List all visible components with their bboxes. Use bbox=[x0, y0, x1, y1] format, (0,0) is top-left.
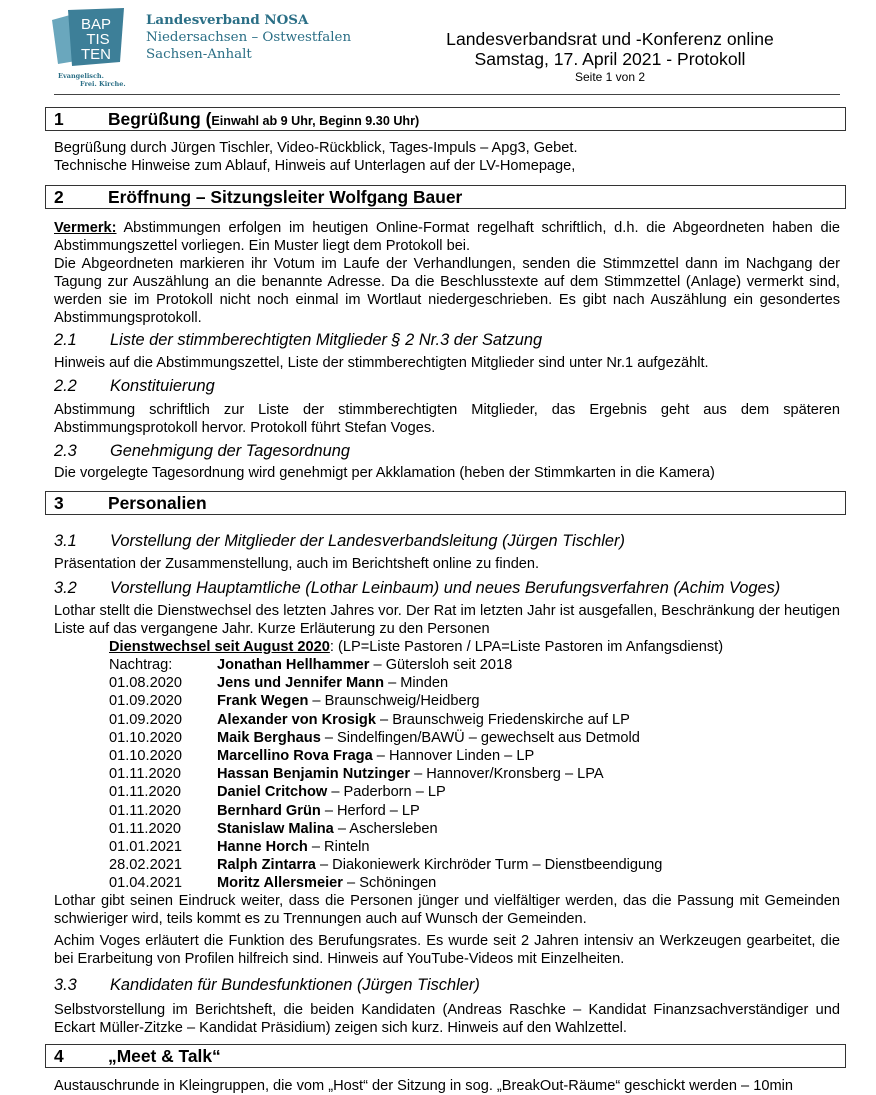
staff-change-row bbox=[109, 802, 809, 820]
subsection-number: 3.2 bbox=[54, 579, 77, 597]
section-number: 3 bbox=[54, 493, 64, 513]
change-date: 01.11.2020 bbox=[109, 820, 181, 837]
subsection-title: Liste der stimmberechtigten Mitglieder § 2 Nr.3 der Satzung bbox=[110, 331, 543, 349]
subsection-2-1-body: Hinweis auf die Abstimmungszettel, Liste der stimmberechtigten Mitglieder sind unter Nr.1 aufgezählt. bbox=[54, 355, 709, 371]
staff-change-row bbox=[109, 838, 809, 856]
staff-changes-heading bbox=[109, 638, 723, 656]
staff-changes-title: Dienstwechsel seit August 2020 bbox=[109, 639, 330, 655]
change-detail: – Gütersloh seit 2018 bbox=[369, 657, 513, 673]
staff-change-row bbox=[109, 747, 809, 765]
staff-changes-list bbox=[109, 656, 809, 892]
staff-change-row bbox=[109, 729, 809, 747]
staff-change-row bbox=[109, 820, 809, 838]
person-name: Ralph Zintarra bbox=[217, 857, 316, 874]
change-date: Nachtrag: bbox=[109, 657, 173, 673]
section-3-2-comment-1: Lothar gibt seinen Eindruck weiter, dass die Personen jünger und vielfältiger werden, das die Passung mit Gemeinden schwieriger wird, teils kommt es zu Trennungen auch auf Wunsch der Gemeinden. bbox=[54, 893, 840, 927]
subsection-3-2-body: Lothar stellt die Dienstwechsel des letzten Jahres vor. Der Rat im letzten Jahr ist ausgefallen, Beschränkung der heutigen Liste auf das vergangene Jahr. Kurze Erläuterung zu den Personen bbox=[54, 603, 840, 637]
logo-graphic bbox=[50, 6, 130, 90]
subsection-number: 2.1 bbox=[54, 331, 77, 349]
section-2-heading bbox=[45, 185, 846, 209]
subsection-2-2-heading bbox=[54, 376, 215, 396]
staff-change-row bbox=[109, 856, 809, 874]
person-name: Daniel Critchow bbox=[217, 784, 328, 801]
staff-changes-legend: (LP=Liste Pastoren / LPA=Liste Pastoren im Anfangsdienst) bbox=[333, 639, 724, 655]
subsection-2-1-heading bbox=[54, 330, 542, 350]
change-date: 01.08.2020 bbox=[109, 675, 183, 692]
staff-change-row bbox=[109, 874, 809, 892]
section-number: 2 bbox=[54, 187, 64, 207]
colon: : bbox=[329, 639, 334, 655]
note-text: Abstimmungen erfolgen im heutigen Online-Format regelhaft schriftlich, d.h. die Abgeordneten haben die Abstimmungszettel vorliegen. Ein Muster liegt dem Protokoll bei. bbox=[54, 220, 840, 254]
person-name: Hanne Horch bbox=[217, 838, 308, 855]
paragraph-line: Begrüßung durch Jürgen Tischler, Video-Rückblick, Tages-Impuls – Apg3, Gebet. bbox=[54, 140, 578, 156]
change-date: 01.11.2020 bbox=[109, 802, 181, 819]
change-date: 01.11.2020 bbox=[109, 766, 181, 783]
person-name: Maik Berghaus bbox=[217, 729, 321, 746]
person-name: Frank Wegen bbox=[217, 693, 309, 710]
staff-change-row bbox=[109, 711, 809, 729]
note-label: Vermerk: bbox=[54, 220, 117, 236]
baptisten-logo bbox=[50, 6, 130, 90]
section-2-note bbox=[54, 219, 840, 327]
change-detail: – Paderborn – LP bbox=[327, 784, 446, 801]
section-title: Eröffnung – Sitzungsleiter Wolfgang Bauer bbox=[108, 187, 463, 207]
subsection-title: Vorstellung Hauptamtliche (Lothar Leinbaum) und neues Berufungsverfahren (Achim Voges) bbox=[110, 579, 781, 597]
svg-text:Frei. Kirche.: Frei. Kirche. bbox=[80, 80, 126, 88]
change-detail: – Rinteln bbox=[307, 838, 370, 855]
change-date: 01.09.2020 bbox=[109, 693, 183, 710]
change-date: 01.11.2020 bbox=[109, 784, 181, 801]
subsection-3-1-body: Präsentation der Zusammenstellung, auch im Berichtsheft online zu finden. bbox=[54, 556, 540, 572]
person-name: Moritz Allersmeier bbox=[217, 875, 343, 892]
person-name: Alexander von Krosigk bbox=[217, 711, 376, 728]
person-name: Hassan Benjamin Nutzinger bbox=[217, 766, 411, 783]
section-4-heading bbox=[45, 1044, 846, 1068]
staff-change-row bbox=[109, 783, 809, 801]
change-date: 01.09.2020 bbox=[109, 711, 183, 728]
change-detail: – Schöningen bbox=[342, 875, 437, 892]
subsection-title: Kandidaten für Bundesfunktionen (Jürgen Tischler) bbox=[110, 976, 480, 994]
section-3-2-comment-2: Achim Voges erläutert die Funktion des Berufungsrates. Es wurde seit 2 Jahren intensiv an Werkzeugen gearbeitet, die bei Erarbeitung von Profilen hilfreich sind. Hinweis auf YouTube-Videos mit Einzelheiten. bbox=[54, 933, 840, 967]
change-detail: – Braunschweig/Heidberg bbox=[308, 693, 480, 710]
subsection-2-3-heading bbox=[54, 441, 350, 461]
change-date: 01.04.2021 bbox=[109, 875, 183, 892]
person-name: Jonathan Hellhammer bbox=[217, 657, 370, 673]
change-detail: – Braunschweig Friedenskirche auf LP bbox=[375, 711, 630, 728]
subsection-3-2-heading bbox=[54, 578, 780, 598]
title-line-2: Samstag, 17. April 2021 - Protokoll bbox=[474, 49, 746, 69]
title-line-1: Landesverbandsrat und -Konferenz online bbox=[446, 29, 774, 49]
change-date: 28.02.2021 bbox=[109, 857, 183, 874]
org-region-2: Sachsen-Anhalt bbox=[146, 47, 252, 62]
org-region-1: Niedersachsen – Ostwestfalen bbox=[146, 30, 352, 45]
person-name: Stanislaw Malina bbox=[217, 820, 334, 837]
section-title: „Meet & Talk“ bbox=[108, 1046, 221, 1066]
section-title bbox=[108, 108, 419, 133]
note-text-2: Die Abgeordneten markieren ihr Votum im Laufe der Verhandlungen, senden die Stimmzettel dann im Nachgang der Tagung zur Auszählung an die benannte Adresse. Da die Beschlusstexte auf dem Stimmzettel (Anlage) vermerkt sind, werden sie im Protokoll nicht noch einmal im Wortlaut niedergeschrieben. Es gibt nach Auszählung ein gesondertes Abstimmungsprotokoll. bbox=[54, 256, 840, 326]
change-detail: – Aschersleben bbox=[333, 820, 438, 837]
svg-text:TEN: TEN bbox=[81, 46, 111, 63]
section-3-heading bbox=[45, 491, 846, 515]
section-number: 1 bbox=[54, 109, 64, 129]
section-1-body bbox=[54, 139, 840, 175]
paragraph-line: Technische Hinweise zum Ablauf, Hinweis auf Unterlagen auf der LV-Homepage, bbox=[54, 158, 576, 174]
change-detail: – Diakoniewerk Kirchröder Turm – Dienstbeendigung bbox=[315, 857, 663, 874]
header-divider bbox=[54, 94, 840, 95]
subsection-3-3-heading bbox=[54, 975, 480, 995]
subsection-3-3-body: Selbstvorstellung im Berichtsheft, die beiden Kandidaten (Andreas Raschke – Kandidat Finanzsachverständiger und Eckart Müller-Zitzke – Kandidat Präsidium) zeigen sich kurz. Hinweis auf den Wahlzettel. bbox=[54, 1002, 840, 1036]
subsection-title: Konstituierung bbox=[110, 377, 215, 395]
staff-change-row bbox=[109, 765, 809, 783]
svg-text:TIS: TIS bbox=[86, 31, 110, 48]
staff-change-row bbox=[109, 656, 809, 674]
subsection-number: 3.3 bbox=[54, 976, 77, 994]
change-date: 01.10.2020 bbox=[109, 729, 183, 746]
org-name: Landesverband NOSA bbox=[146, 12, 309, 28]
page-number: Seite 1 von 2 bbox=[574, 70, 646, 84]
document-title bbox=[380, 29, 840, 84]
organization-name-block bbox=[146, 12, 351, 63]
section-title-note: Einwahl ab 9 Uhr, Beginn 9.30 Uhr) bbox=[211, 114, 420, 128]
subsection-2-2-body: Abstimmung schriftlich zur Liste der stimmberechtigten Mitglieder, das Ergebnis geht aus dem späteren Abstimmungsprotokoll hervor. Protokoll führt Stefan Voges. bbox=[54, 402, 840, 436]
change-date: 01.10.2020 bbox=[109, 747, 183, 764]
svg-text:Evangelisch.: Evangelisch. bbox=[58, 72, 104, 80]
change-detail: – Minden bbox=[384, 675, 449, 692]
subsection-2-3-body: Die vorgelegte Tagesordnung wird genehmigt per Akklamation (heben der Stimmkarten in die Kamera) bbox=[54, 465, 715, 481]
section-title: Personalien bbox=[108, 493, 207, 513]
subsection-title: Vorstellung der Mitglieder der Landesverbandsleitung (Jürgen Tischler) bbox=[110, 532, 625, 550]
section-4-body: Austauschrunde in Kleingruppen, die vom „Host“ der Sitzung in sog. „BreakOut-Räume“ geschickt werden – 10min bbox=[54, 1078, 793, 1094]
change-detail: – Hannover Linden – LP bbox=[372, 747, 535, 764]
subsection-number: 2.2 bbox=[54, 377, 77, 395]
subsection-number: 2.3 bbox=[54, 442, 77, 460]
change-detail: – Hannover/Kronsberg – LPA bbox=[410, 766, 604, 783]
section-1-heading bbox=[45, 107, 846, 131]
staff-change-row bbox=[109, 692, 809, 710]
subsection-number: 3.1 bbox=[54, 532, 77, 550]
person-name: Marcellino Rova Fraga bbox=[217, 747, 373, 764]
section-number: 4 bbox=[54, 1046, 64, 1066]
change-detail: – Herford – LP bbox=[320, 802, 420, 819]
svg-text:BAP: BAP bbox=[80, 16, 112, 33]
staff-change-row bbox=[109, 674, 809, 692]
change-detail: – Sindelfingen/BAWÜ – gewechselt aus Detmold bbox=[320, 729, 640, 746]
subsection-title: Genehmigung der Tagesordnung bbox=[110, 442, 350, 460]
change-date: 01.01.2021 bbox=[109, 838, 183, 855]
subsection-3-1-heading bbox=[54, 531, 625, 551]
section-title-main: Begrüßung ( bbox=[108, 109, 212, 129]
person-name: Bernhard Grün bbox=[217, 802, 321, 819]
person-name: Jens und Jennifer Mann bbox=[217, 675, 385, 692]
